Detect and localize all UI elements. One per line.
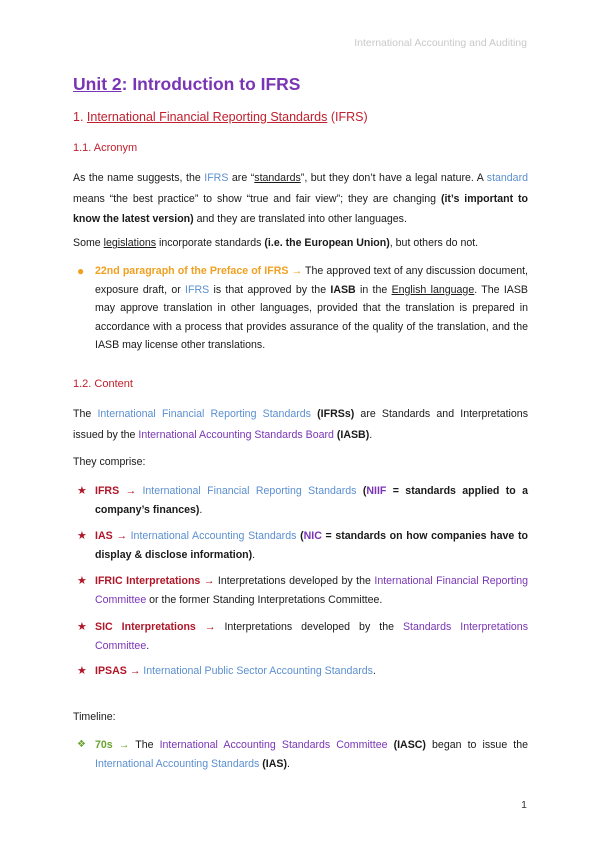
term-legislations: legislations (103, 237, 157, 249)
timeline-heading: Timeline: (73, 711, 116, 723)
acronym-paragraph: As the name suggests, the IFRS are “standards”, but they don’t have a legal nature. A standard means “the best practice” to show “true and fair view”; they are changing (it’s important to know the latest version) and they are translated into other languages. (73, 172, 528, 225)
diamond-bullet-icon: ❖ (77, 739, 86, 750)
term-ifrs: IFRS (204, 172, 229, 184)
bullet-dot-icon: ● (77, 264, 85, 278)
section-number: 1. (73, 110, 87, 124)
section-title-link[interactable]: International Financial Reporting Standards (86, 110, 328, 124)
unit-label: Unit 2 (73, 74, 122, 94)
legislations-paragraph: Some legislations incorporate standards (i.e. the European Union), but others do not. (73, 237, 479, 249)
running-header: International Accounting and Auditing (354, 37, 527, 49)
subsection-content-heading: 1.2. Content (73, 378, 133, 390)
section-title-suffix: (IFRS) (327, 110, 368, 124)
list-item-ias: ★ IAS → International Accounting Standards (NIC = standards on how companies have to display & disclose information). (95, 527, 528, 564)
star-icon: ★ (77, 530, 87, 542)
unit-title (73, 74, 300, 95)
preface-label: 22nd paragraph of the Preface of IFRS → (95, 265, 303, 277)
star-icon: ★ (77, 621, 87, 633)
list-item-ifric: ★ IFRIC Interpretations → Interpretations developed by the International Financial Reporting Committee or the former Standing Interpretations Committee. (95, 572, 528, 609)
subsection-acronym-heading: 1.1. Acronym (73, 142, 138, 154)
list-item-ipsas: ★ IPSAS → International Public Sector Accounting Standards. (95, 662, 528, 681)
section-1-heading (73, 110, 368, 124)
preface-bullet: ● 22nd paragraph of the Preface of IFRS → The approved text of any discussion document, exposure draft, or IFRS is that approved by the IASB in the English language. The IASB may approve translation in other languages, provided that the translation is prepared in accordance with a process that provides assurance of the quality of the translation, and the IASB may license other translations. (77, 264, 529, 351)
content-paragraph: The International Financial Reporting Standards (IFRSs) are Standards and Interpretations issued by the International Accounting Standards Board (IASB). (73, 408, 528, 441)
page-number: 1 (521, 799, 527, 811)
star-icon: ★ (77, 665, 87, 677)
term-standards: standards (254, 172, 301, 184)
term-standard: standard (486, 172, 528, 184)
star-icon: ★ (77, 485, 87, 497)
list-item-sic: ★ SIC Interpretations → Interpretations developed by the Standards Interpretations Committee. (95, 618, 528, 655)
star-icon: ★ (77, 575, 87, 587)
comprise-label: They comprise: (73, 456, 146, 468)
unit-title-text: : Introduction to IFRS (121, 74, 301, 94)
timeline-item-70s: ❖ 70s → The International Accounting Standards Committee (IASC) began to issue the International Accounting Standards (IAS). (95, 736, 528, 773)
list-item-ifrs: ★ IFRS → International Financial Reporting Standards (NIIF = standards applied to a company’s finances). (95, 482, 528, 519)
